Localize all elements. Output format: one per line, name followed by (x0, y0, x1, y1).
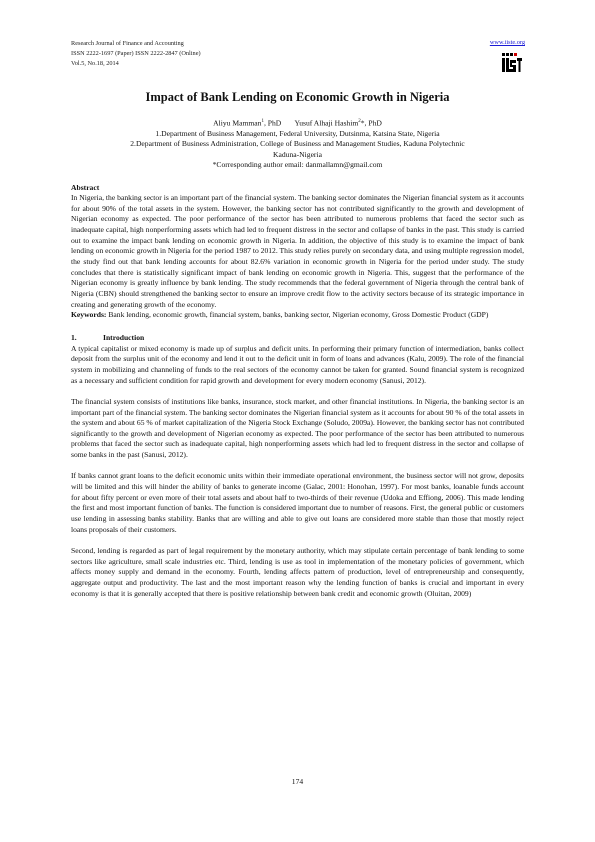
page-number: 174 (291, 777, 304, 786)
paper-body (71, 90, 524, 599)
corresponding-author: *Corresponding author email: danmallamn@gmail.com (212, 160, 383, 170)
paragraph-spacer (71, 386, 524, 397)
author-2-superscript: 2 (358, 119, 361, 124)
affiliation-3: Kaduna-Nigeria (273, 149, 322, 159)
keywords (71, 310, 524, 321)
journal-name: Research Journal of Finance and Accounting (71, 40, 184, 47)
intro-paragraph-4: Second, lending is regarded as part of legal requirement by the monetary authority, which may stipulate certain percentage of bank lending to some sectors like agriculture, small scale industries etc. Third, lending is use as tool in implementation of the monetary policies of government, which affects money supply and demand in the economy. Fourth, lending affects pattern of production, level of entrepreneurship and consequently, aggregate output and productivity. The last and the most important reason why the lending function of banks is crucial and important in every economy is that it is generally accepted that there is positive relationship between bank credit and economic growth (Oluitan, 2009) (71, 545, 524, 598)
paragraph-spacer (71, 535, 524, 546)
author-line (71, 117, 524, 129)
author-1-superscript: 1 (261, 119, 264, 124)
intro-paragraph-3: If banks cannot grant loans to the deficit economic units within their immediate operational environment, the business sector will not grow, deposits will be limited and this will hinder the ability of banks to generate income (Galac, 2001: Honohan, 1997). For most banks, loanable funds account for about fifty percent or even more of their total assets and about half to two-thirds of their revenue (Udoka and Effiong, 2006). This made lending the first and most important function of banks. The function is considered important due to number of reasons. First, the general public or customers use lending in assessing banks stability. Banks that are willing and able to give out loans are considered more stable than those that mostly reject loans proposals of their customers. (71, 471, 524, 534)
affiliation-2: 2.Department of Business Administration, College of Business and Management Studies, Kaduna Polytechnic (130, 139, 465, 149)
author-2-name: Yusuf Alhaji Hashim (294, 118, 359, 128)
journal-issn: ISSN 2222-1697 (Paper) ISSN 2222-2847 (Online) (71, 49, 201, 57)
section-title: Introduction (103, 333, 145, 343)
intro-paragraph-2: The financial system consists of institutions like banks, insurance, stock market, and other financial institutions. In Nigeria, the banking sector is an important part of the financial system. The banking sector dominates the Nigerian financial system as it accounts for about 90 % of the total assets in the system and about 65 % of market capitalization of the Nigeria Stock Exchange (Soludo, 2009a). However, the banking sector has not contributed significantly to the growth and development of Nigerian economy as expected. The poor performance of the sector has been attributed to numerous problems that faced the sector such as inadequate capital, high nonperforming assets which had led to frequent distress in the sector and collapse of some banks in the past (Sanusi, 2012). (71, 396, 524, 460)
author-2-degree: *, PhD (360, 118, 382, 128)
abstract-heading: Abstract (71, 182, 100, 192)
section-heading (71, 333, 524, 344)
paper-title: Impact of Bank Lending on Economic Growth in Nigeria (145, 90, 450, 104)
abstract-text: In Nigeria, the banking sector is an important part of the financial system. The banking sector dominates the Nigerian financial system as it accounts for about 90% of the total assets in the system. However, the banking sector has not contributed significantly to the growth and development of Nigerian economy as expected. The poor performance of the sector has been attributed to numerous problems that faced the sector such as inadequate capital, high nonperforming assets which had led to frequent distress in the sector and collapse of banks in the past. This study is carried out to examine the impact bank lending on economic growth in Nigeria. In addition, the objective of this study is to examine the impact of bank lending on economic growth in Nigeria for the period 1987 to 2012. This study relies purely on secondary data, and using multiple regression model, the study find out that bank lending accounts for about 82.6% variation in economic growth in Nigeria for the period under study. The study concludes that there is statistically significant impact of bank lending on economic growth in Nigeria. This, suggest that the performance of the Nigerian economy is greatly influence by bank lending. The study recommends that the federal government of Nigeria through the central bank of Nigeria (CBN) should strengthened the banking sector to ensure an improve credit flow to the activity sectors because of its strategic importance in creating and generating growth of the economy. (71, 193, 524, 309)
affiliation-1: 1.Department of Business Management, Federal University, Dutsinma, Katsina State, Nigeria (155, 128, 440, 138)
section-number: 1. (71, 333, 77, 343)
journal-volume: Vol.5, No.18, 2014 (71, 59, 119, 67)
paragraph-spacer (71, 461, 524, 472)
keywords-label: Keywords: (71, 310, 107, 320)
iiste-logo-icon (501, 52, 523, 74)
journal-meta (71, 39, 201, 68)
journal-site-link[interactable]: www.iiste.org (489, 39, 525, 46)
keywords-text: Bank lending, economic growth, financial system, banks, banking sector, Nigerian economy, Gross Domestic Product (GDP) (106, 310, 489, 320)
author-1-name: Aliyu Mamman (213, 118, 262, 128)
intro-paragraph-1: A typical capitalist or mixed economy is made up of surplus and deficit units. In performing their primary function of intermediation, banks collect deposit from the surplus unit of the economy and lend it out to the deficit unit in form of loans and advances (Kalu, 2009). The role of the financial system in mobilizing and channeling of funds to the real sectors of the economy cannot be taken for granted. Sound financial system is recognized as a necessary and sufficient condition for rapid growth and development for every modern economy (Sanusi, 2012). (71, 343, 524, 385)
author-1-degree: , PhD (263, 118, 282, 128)
